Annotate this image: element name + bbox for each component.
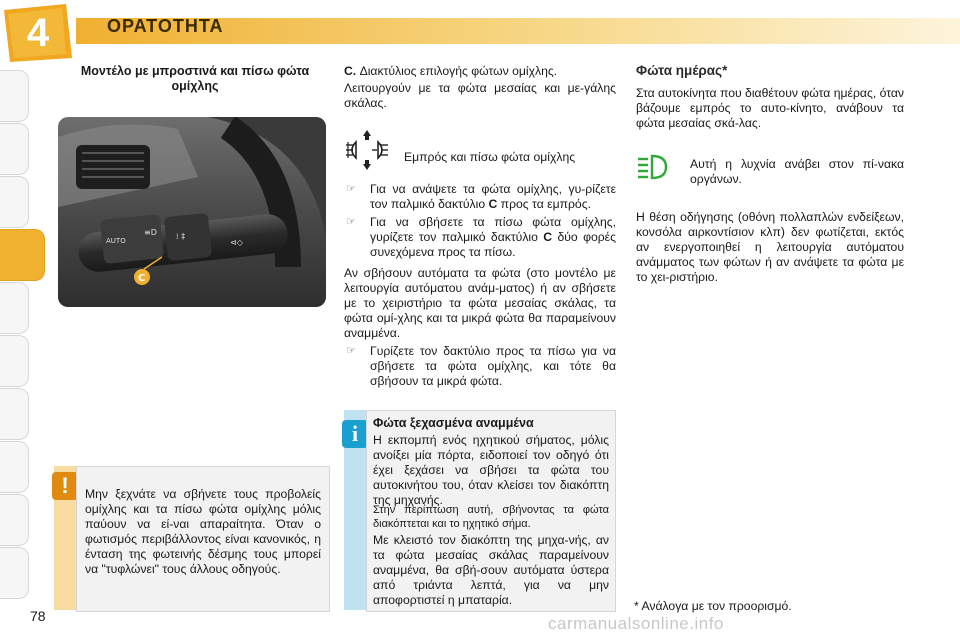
info-icon: i — [342, 420, 368, 448]
warning-text: Μην ξεχνάτε να σβήνετε τους προβολείς ομίχλης και τα πίσω φώτα ομίχλης μόλις παύουν να εί-ναι απαραίτητα. Όταν ο φωτισμός περιβάλλοντος είναι κανονικός, η ένταση της φωτεινής δέσμης τους μπορεί να "τυφλώνει" τους άλλους οδηγούς. — [85, 487, 321, 576]
page-number: 78 — [30, 608, 46, 624]
daytime-lamp-icon — [636, 152, 674, 182]
svg-text:⊲◇: ⊲◇ — [230, 238, 243, 247]
svg-text:⁞ ‡: ⁞ ‡ — [176, 232, 186, 241]
fog-icon-caption: Εμπρός και πίσω φώτα ομίχλης — [404, 150, 576, 164]
fog-bullets-top — [344, 182, 616, 260]
fog-bullets-bottom — [344, 344, 616, 389]
daytime-lights-heading: Φώτα ημέρας* — [636, 63, 728, 78]
warning-icon: ! — [52, 472, 78, 500]
stalk-photo — [58, 117, 326, 307]
auto-label: AUTO — [106, 237, 126, 245]
page-title: ΟΡΑΤΟΤΗΤΑ — [107, 16, 224, 36]
paragraph-2: Αν σβήσουν αυτόματα τα φώτα (στο μοντέλο με λειτουργία αυτόματου ανάμ-ματος) ή αν σβήσετε με το χειριστήριο τα φώτα μεσαίας σκάλας, τα φώτα ομί-χλης και τα μικρά φώτα θα παραμείνουν αναμμένα. — [344, 266, 616, 340]
side-tab-8[interactable] — [0, 441, 29, 493]
info-paragraph-1: Η εκπομπή ενός ηχητικού σήματος, μόλις ανοίξει μία πόρτα, ειδοποιεί τον οδηγό ότι έχει ξεχάσει να σβήσει τα φώτα του αυτοκινήτου του, όταν κλείσει τον διακόπτη της μηχανής. — [373, 433, 609, 507]
info-box — [366, 410, 616, 612]
side-tab-6[interactable] — [0, 335, 29, 387]
bullet-rear-fog-off: ☞ Για να σβήσετε τα πίσω φώτα ομίχλης, γυρίζετε τον παλμικό δακτύλιο C δύο φορές συνεχόμενα προς τα πίσω. — [344, 215, 616, 260]
side-tab-4-active[interactable] — [0, 229, 45, 281]
warning-box — [76, 466, 330, 612]
side-tab-10[interactable] — [0, 547, 29, 599]
info-paragraph-2: Στην περίπτωση αυτή, σβήνοντας τα φώτα διακόπτεται και το ηχητικό σήμα. — [373, 504, 609, 530]
c-text: Διακτύλιος επιλογής φώτων ομίχλης. — [356, 64, 558, 78]
side-tab-5[interactable] — [0, 282, 29, 334]
side-tab-2[interactable] — [0, 123, 29, 175]
c-callout: C — [138, 273, 146, 284]
daytime-paragraph-2: Η θέση οδήγησης (οθόνη πολλαπλών ενδείξεων, κονσόλα αιρκοντίσιον κλπ) δεν φωτίζεται, εκτός αν ενεργοποιηθεί η λειτουργία αυτόματου ανάμματος των φώτων ή αν ανάψετε τα φώτα με το χει-ριστήριο. — [636, 210, 904, 284]
left-heading: Μοντέλο με μπροστινά και πίσω φώτα ομίχλης — [80, 64, 310, 93]
chapter-number: 4 — [26, 11, 50, 55]
c-description — [344, 64, 616, 79]
side-tab-9[interactable] — [0, 494, 29, 546]
bullet-fog-off: ☞ Γυρίζετε τον δακτύλιο προς τα πίσω για να σβήσετε τα φώτα ομίχλης, και τότε θα σβήσουν τα μικρά φώτα. — [344, 344, 616, 389]
info-paragraph-3: Με κλειστό τον διακόπτη της μηχα-νής, αν τα φώτα μεσαίας σκάλας παραμείνουν αναμμένα, θα σβή-σουν αυτόματα ύστερα από τριάντα λεπτά, για να μην αποφορτιστεί η μπαταρία. — [373, 533, 609, 607]
bullet-fog-on: ☞ Για να ανάψετε τα φώτα ομίχλης, γυ-ρίζετε τον παλμικό δακτύλιο C προς τα εμπρός. — [344, 182, 616, 212]
svg-text:≡D: ≡D — [144, 228, 157, 237]
c-label: C. — [344, 64, 357, 78]
info-title: Φώτα ξεχασμένα αναμμένα — [373, 416, 534, 430]
fog-lights-icon — [344, 128, 390, 172]
watermark: carmanualsonline.info — [548, 614, 724, 633]
side-tab-7[interactable] — [0, 388, 29, 440]
paragraph-1: Λειτουργούν με τα φώτα μεσαίας και με-γάλης σκάλας. — [344, 81, 616, 110]
footnote: * Ανάλογα με τον προορισμό. — [634, 599, 792, 613]
daytime-paragraph-1: Στα αυτοκίνητα που διαθέτουν φώτα ημέρας, όταν βάζουμε εμπρός το αυτο-κίνητο, ανάβουν τα φώτα μεσαίας σκά-λας. — [636, 86, 904, 130]
side-tab-1[interactable] — [0, 70, 29, 122]
lamp-caption: Αυτή η λυχνία ανάβει στον πί-νακα οργάνων. — [690, 157, 904, 186]
side-tab-3[interactable] — [0, 176, 29, 228]
